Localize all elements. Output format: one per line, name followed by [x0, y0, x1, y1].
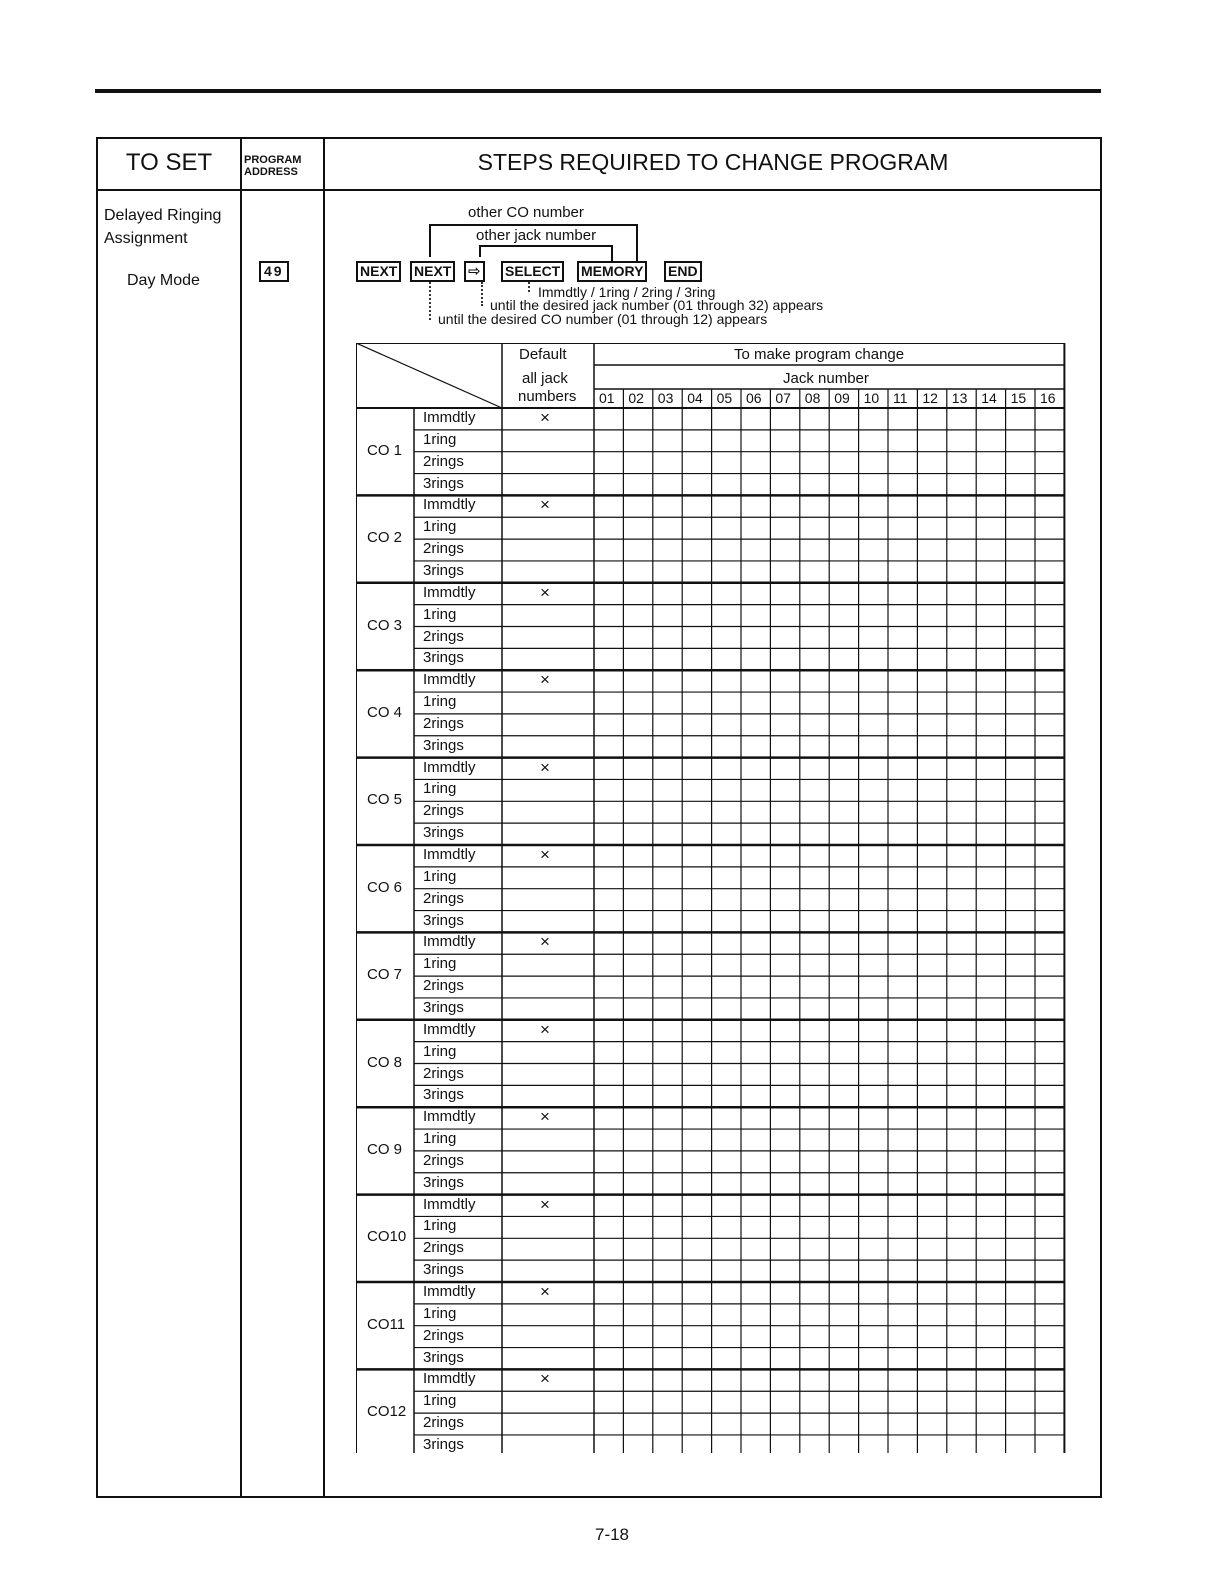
- all-jack-header: numbers: [518, 388, 577, 405]
- ring-option-label: 2rings: [423, 1414, 464, 1432]
- ring-option-label: 3rings: [423, 1173, 464, 1191]
- ring-option-label: 3rings: [423, 824, 464, 842]
- ring-option-label: 2rings: [423, 1239, 464, 1257]
- end-key: END: [664, 261, 702, 282]
- ring-option-label: 1ring: [423, 430, 457, 448]
- co-line-label: CO10: [367, 1228, 407, 1246]
- jack-number-label: 01: [599, 390, 615, 406]
- ring-option-label: 1ring: [423, 1042, 457, 1060]
- ring-option-label: 1ring: [423, 780, 457, 798]
- ring-option-label: 1ring: [423, 518, 457, 536]
- ring-option-label: 1ring: [423, 1130, 457, 1148]
- ring-option-label: 2rings: [423, 1064, 464, 1082]
- jack-number-label: 16: [1040, 390, 1056, 406]
- ring-option-label: Immdtly: [423, 409, 476, 426]
- ring-option-label: 2rings: [423, 889, 464, 907]
- ring-option-label: 2rings: [423, 452, 464, 470]
- ring-option-label: 3rings: [423, 561, 464, 579]
- column-divider: [323, 139, 325, 1496]
- dotted-leader: [429, 282, 431, 320]
- default-mark: ×: [540, 845, 550, 864]
- note-co: until the desired CO number (01 through 12) appears: [438, 311, 768, 327]
- default-header: Default: [519, 346, 567, 363]
- co-line-label: CO12: [367, 1403, 407, 1421]
- co-line-label: CO 2: [367, 529, 403, 547]
- loop-outer-label: other CO number: [468, 204, 584, 221]
- note-jack: until the desired jack number (01 through 32) appears: [490, 297, 824, 313]
- dotted-leader: [481, 282, 483, 306]
- feature-title: Delayed Ringing Assignment: [104, 207, 222, 247]
- co-line-label: CO 4: [367, 703, 403, 721]
- jack-number-label: 15: [1010, 390, 1027, 406]
- default-mark: ×: [540, 408, 550, 427]
- ring-option-label: 2rings: [423, 1326, 464, 1344]
- ring-option-label: 1ring: [423, 955, 457, 973]
- top-rule: [95, 89, 1101, 93]
- loop-outer-arrow: [636, 224, 638, 261]
- ring-option-label: 2rings: [423, 714, 464, 732]
- jack-number-label: 11: [893, 390, 908, 406]
- loop-inner-label: other jack number: [476, 227, 597, 244]
- steps-heading: STEPS REQUIRED TO CHANGE PROGRAM: [477, 149, 949, 175]
- ring-option-label: Immdtly: [423, 758, 476, 776]
- ring-option-label: Immdtly: [423, 1195, 476, 1213]
- next-key: NEXT: [356, 261, 401, 282]
- default-mark: ×: [540, 495, 550, 515]
- default-mark: ×: [540, 1369, 550, 1389]
- ring-option-label: Immdtly: [423, 933, 476, 951]
- arrow-key-icon: ⇨: [464, 261, 485, 282]
- page-number: 7-18: [594, 1525, 630, 1544]
- co-line-label: CO11: [367, 1315, 406, 1333]
- default-mark: ×: [540, 670, 550, 690]
- ring-option-label: 1ring: [423, 693, 457, 711]
- ring-option-label: 3rings: [423, 1261, 464, 1279]
- to-set-heading: TO SET: [125, 149, 213, 176]
- co-line-label: CO 6: [367, 878, 403, 896]
- corner-diagonal: [356, 343, 502, 408]
- default-mark: ×: [540, 1194, 550, 1214]
- loop-inner-arrow: [479, 245, 481, 257]
- dotted-leader: [528, 282, 530, 292]
- ring-option-label: 2rings: [423, 627, 464, 645]
- jack-number-label: 12: [922, 390, 938, 406]
- ring-option-label: 2rings: [423, 802, 464, 820]
- jack-number-label: 08: [804, 390, 821, 406]
- ring-option-label: 2rings: [423, 977, 464, 995]
- ring-option-label: Immdtly: [423, 671, 476, 689]
- co-line-label: CO 8: [367, 1053, 403, 1071]
- default-mark: ×: [540, 1019, 550, 1039]
- co-line-label: CO 1: [367, 441, 403, 459]
- default-mark: ×: [540, 582, 550, 602]
- jack-number-label: 02: [628, 390, 644, 406]
- select-key: SELECT: [501, 261, 564, 282]
- default-mark: ×: [540, 757, 550, 777]
- ring-option-label: 2rings: [423, 540, 464, 558]
- loop-inner-arrow: [479, 245, 613, 247]
- jack-number-label: 13: [951, 390, 968, 406]
- ring-option-label: 3rings: [423, 1086, 464, 1104]
- default-mark: ×: [540, 1107, 550, 1127]
- ring-option-label: 2rings: [423, 1151, 464, 1169]
- note-ring: Immdtly / 1ring / 2ring / 3ring: [538, 284, 716, 300]
- jack-number-label: 14: [981, 390, 997, 406]
- ring-option-label: 1ring: [423, 605, 457, 623]
- ring-option-label: 1ring: [423, 1217, 457, 1235]
- co-line-label: CO 3: [367, 616, 403, 634]
- co-line-label: CO 5: [367, 791, 403, 809]
- ring-option-label: 3rings: [423, 736, 464, 754]
- jack-number-label: 03: [657, 390, 674, 406]
- jack-number-label: 09: [834, 390, 850, 406]
- all-jack-header: all jack: [522, 370, 568, 387]
- ring-option-label: Immdtly: [423, 1108, 476, 1126]
- jack-number-header: Jack number: [783, 370, 869, 387]
- co-line-label: CO 9: [367, 1140, 403, 1158]
- ring-option-label: Immdtly: [423, 1020, 476, 1038]
- mode-label: Day Mode: [127, 272, 200, 289]
- ring-option-label: 1ring: [423, 867, 457, 885]
- co-line-label: CO 7: [367, 966, 403, 984]
- header-divider: [98, 189, 1100, 191]
- ring-option-label: 1ring: [423, 1304, 457, 1322]
- ring-option-label: 3rings: [423, 911, 464, 929]
- program-table-frame: [96, 137, 1102, 1498]
- ring-option-label: Immdtly: [423, 1370, 476, 1388]
- program-address-key: 49: [259, 261, 289, 282]
- jack-number-label: 10: [863, 390, 880, 406]
- jack-number-label: 04: [687, 390, 703, 406]
- ring-option-label: Immdtly: [423, 846, 476, 863]
- jack-number-label: 05: [716, 390, 733, 406]
- ring-option-label: Immdtly: [423, 583, 476, 601]
- column-divider: [240, 139, 242, 1496]
- loop-inner-arrow: [611, 245, 613, 261]
- program-address-heading: PROGRAM ADDRESS: [244, 154, 302, 178]
- jack-number-label: 07: [775, 390, 791, 406]
- loop-outer-arrow: [429, 224, 638, 226]
- memory-key: MEMORY: [577, 261, 647, 282]
- ring-option-label: Immdtly: [423, 496, 476, 514]
- ring-option-label: 3rings: [423, 998, 464, 1016]
- ring-option-label: 1ring: [423, 1392, 457, 1410]
- ring-option-label: 3rings: [423, 1348, 464, 1366]
- program-change-header: To make program change: [734, 346, 905, 363]
- loop-outer-arrow: [429, 224, 431, 257]
- ring-option-label: 3rings: [423, 474, 464, 492]
- default-mark: ×: [540, 1282, 550, 1301]
- ring-option-label: Immdtly: [423, 1283, 476, 1300]
- ring-option-label: 3rings: [423, 649, 464, 667]
- ring-option-label: 3rings: [423, 1435, 464, 1453]
- next-key: NEXT: [410, 261, 455, 282]
- jack-number-label: 06: [746, 390, 762, 406]
- default-mark: ×: [540, 932, 550, 952]
